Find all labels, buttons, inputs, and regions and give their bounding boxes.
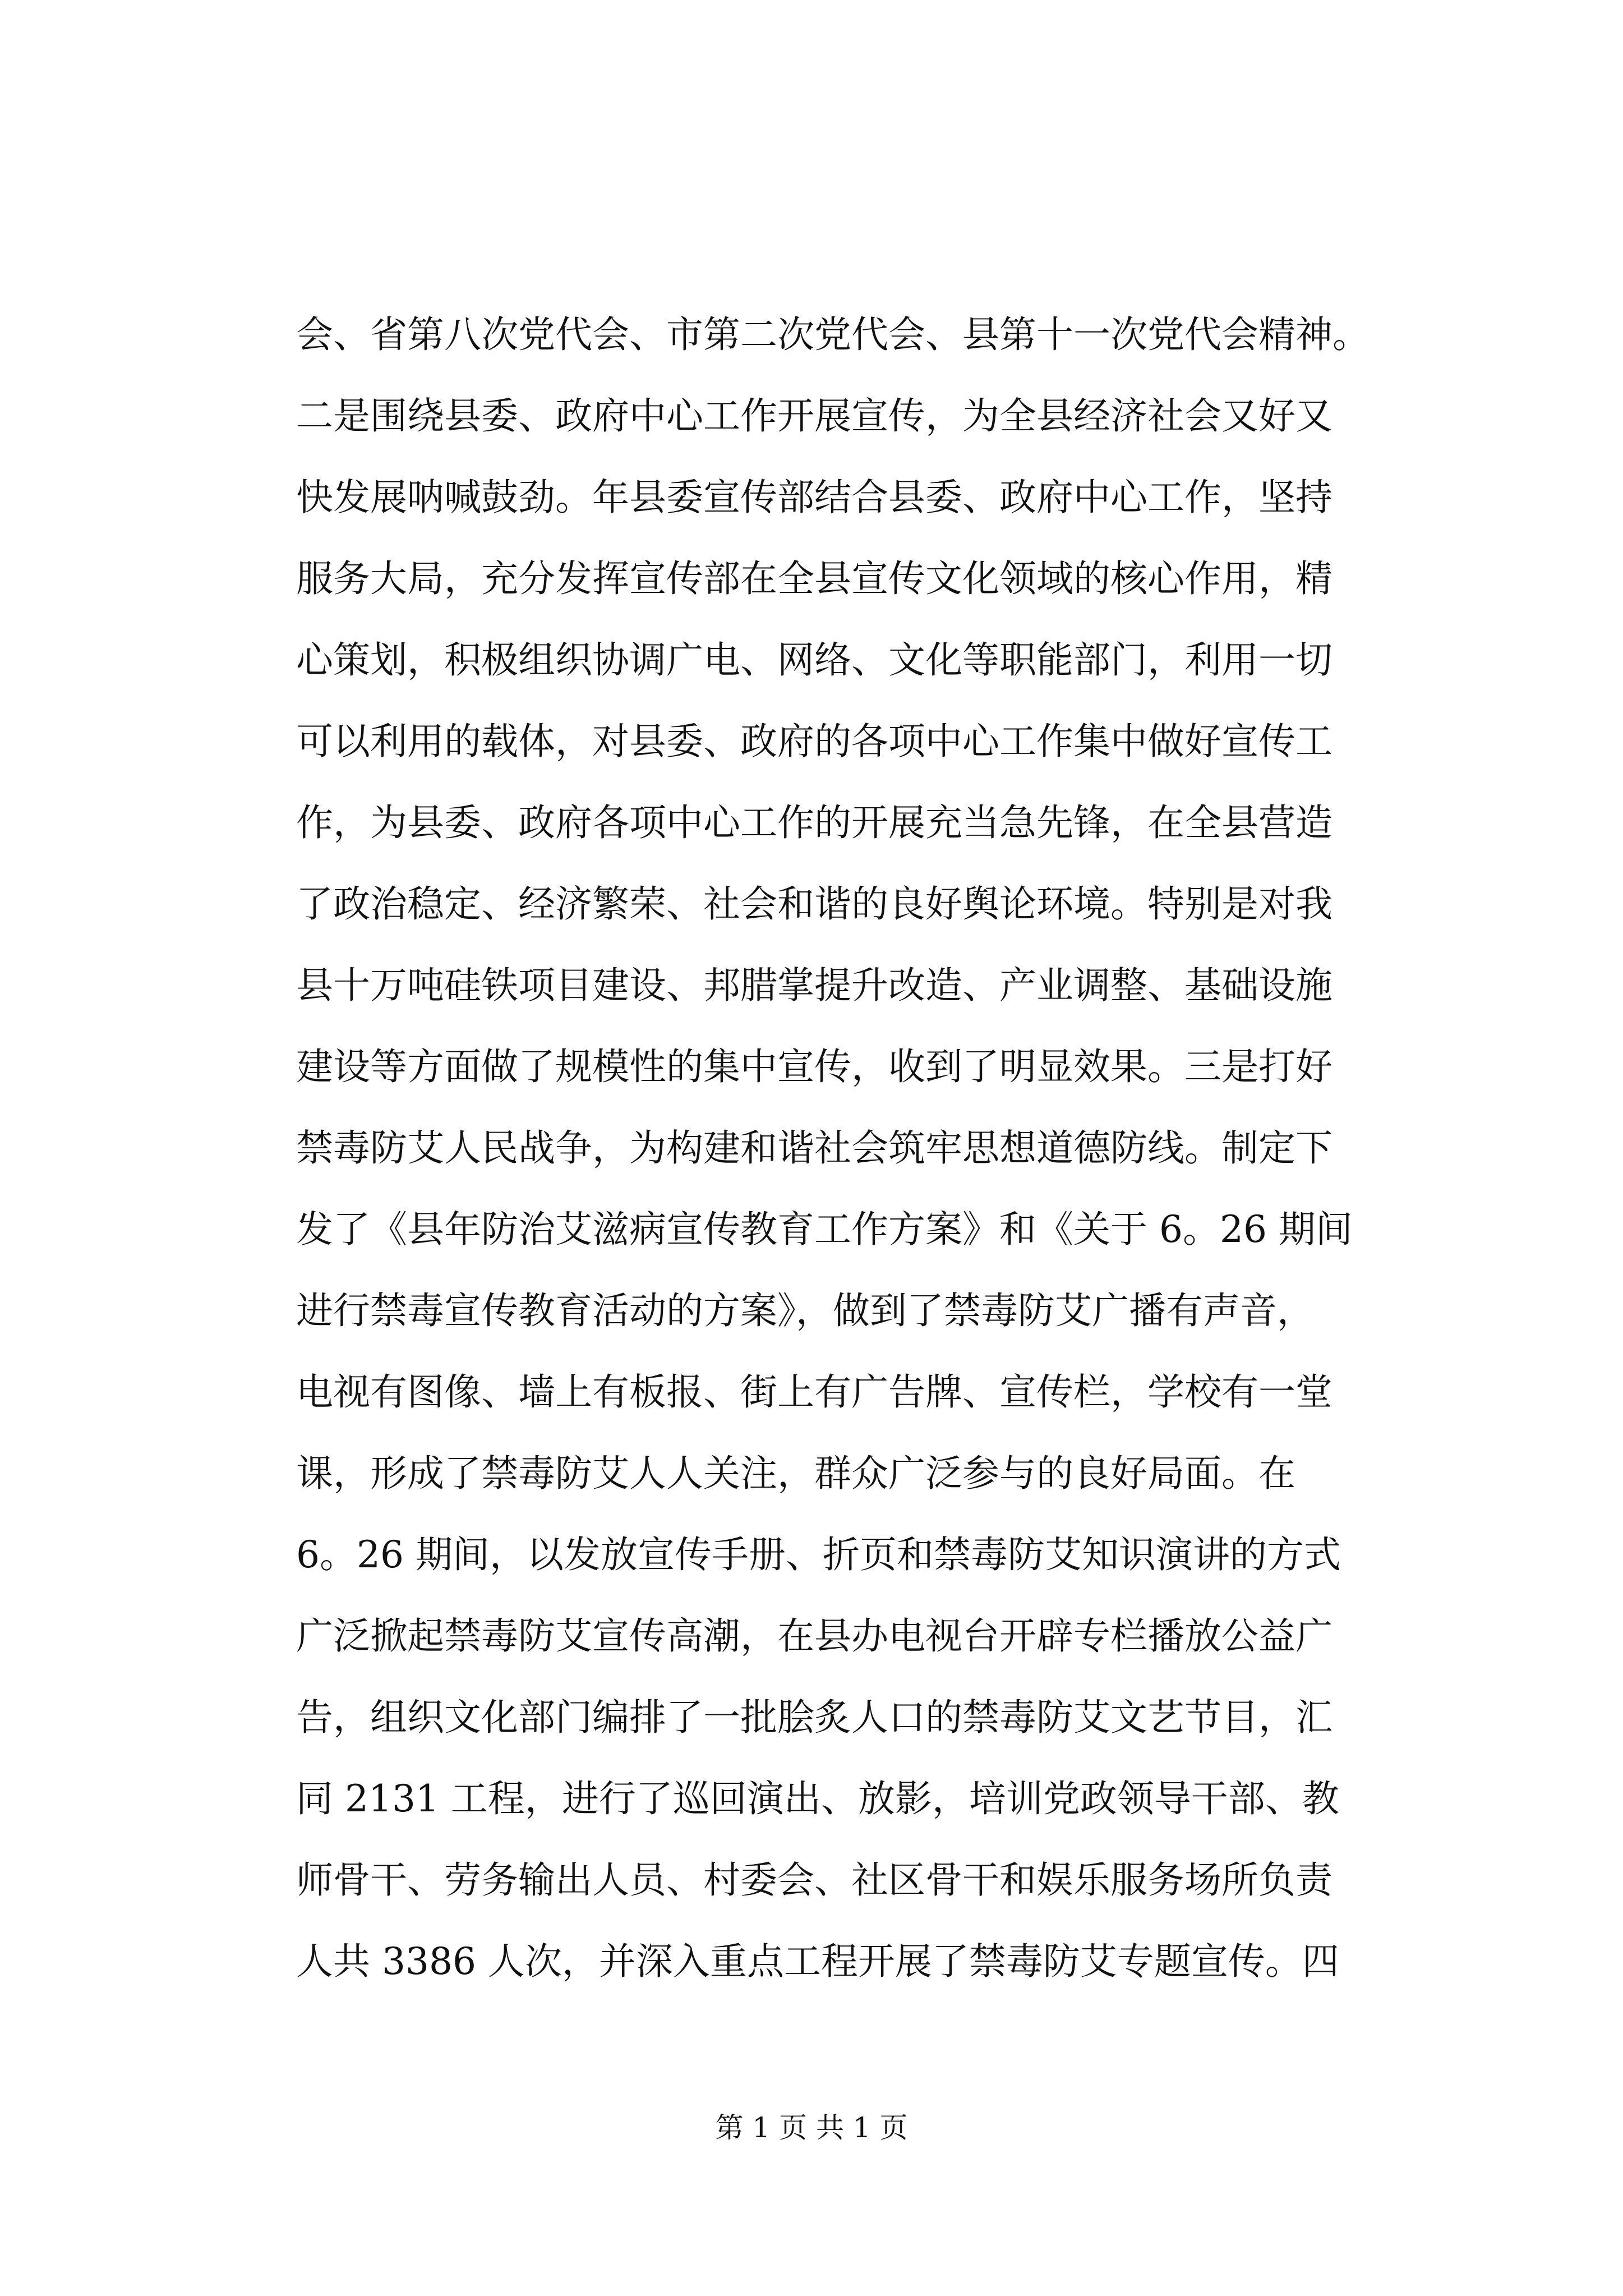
text-line-content: 课，形成了禁毒防艾人人关注，群众广泛参与的良好局面。在 (296, 1452, 1295, 1495)
text-line-content: 同 2131 工程，进行了巡回演出、放影，培训党政领导干部、教 (296, 1777, 1339, 1820)
text-line-content: 人共 3386 人次，并深入重点工程开展了禁毒防艾专题宣传。四 (296, 1940, 1339, 1983)
text-line-content: 告，组织文化部门编排了一批脍炙人口的禁毒防艾文艺节目，汇 (296, 1696, 1332, 1739)
text-line-content: 电视有图像、墙上有板报、街上有广告牌、宣传栏，学校有一堂 (296, 1370, 1332, 1414)
text-line-content: 可以利用的载体，对县委、政府的各项中心工作集中做好宣传工 (296, 720, 1332, 763)
text-line-content: 发了《县年防治艾滋病宣传教育工作方案》和《关于 6。26 期间 (296, 1208, 1353, 1251)
text-line-content: 禁毒防艾人民战争，为构建和谐社会筑牢思想道德防线。制定下 (296, 1126, 1332, 1170)
text-line-content: 服务大局，充分发挥宣传部在全县宣传文化领域的核心作用，精 (296, 557, 1332, 600)
text-line-content: 进行禁毒宣传教育活动的方案》，做到了禁毒防艾广播有声音， (296, 1289, 1314, 1332)
text-line-content: 广泛掀起禁毒防艾宣传高潮，在县办电视台开辟专栏播放公益广 (296, 1614, 1332, 1658)
text-line-content: 二是围绕县委、政府中心工作开展宣传，为全县经济社会又好又 (296, 394, 1332, 438)
text-line-content: 会、省第八次党代会、市第二次党代会、县第十一次党代会精神。 (296, 313, 1370, 356)
page-footer (0, 2108, 1623, 2147)
text-line-content: 快发展呐喊鼓劲。年县委宣传部结合县委、政府中心工作，坚持 (296, 476, 1332, 519)
text-line-content: 建设等方面做了规模性的集中宣传，收到了明显效果。三是打好 (296, 1045, 1332, 1088)
text-line-content: 6。26 期间，以发放宣传手册、折页和禁毒防艾知识演讲的方式 (296, 1533, 1341, 1576)
page-number-label: 第 1 页 共 1 页 (715, 2111, 908, 2144)
text-line-content: 了政治稳定、经济繁荣、社会和谐的良好舆论环境。特别是对我 (296, 882, 1332, 926)
text-line-content: 师骨干、劳务输出人员、村委会、社区骨干和娱乐服务场所负责 (296, 1858, 1332, 1902)
text-line-content: 心策划，积极组织协调广电、网络、文化等职能部门，利用一切 (296, 638, 1332, 682)
text-line-content: 县十万吨硅铁项目建设、邦腊掌提升改造、产业调整、基础设施 (296, 964, 1332, 1007)
text-line-content: 作，为县委、政府各项中心工作的开展充当急先锋，在全县营造 (296, 801, 1332, 844)
